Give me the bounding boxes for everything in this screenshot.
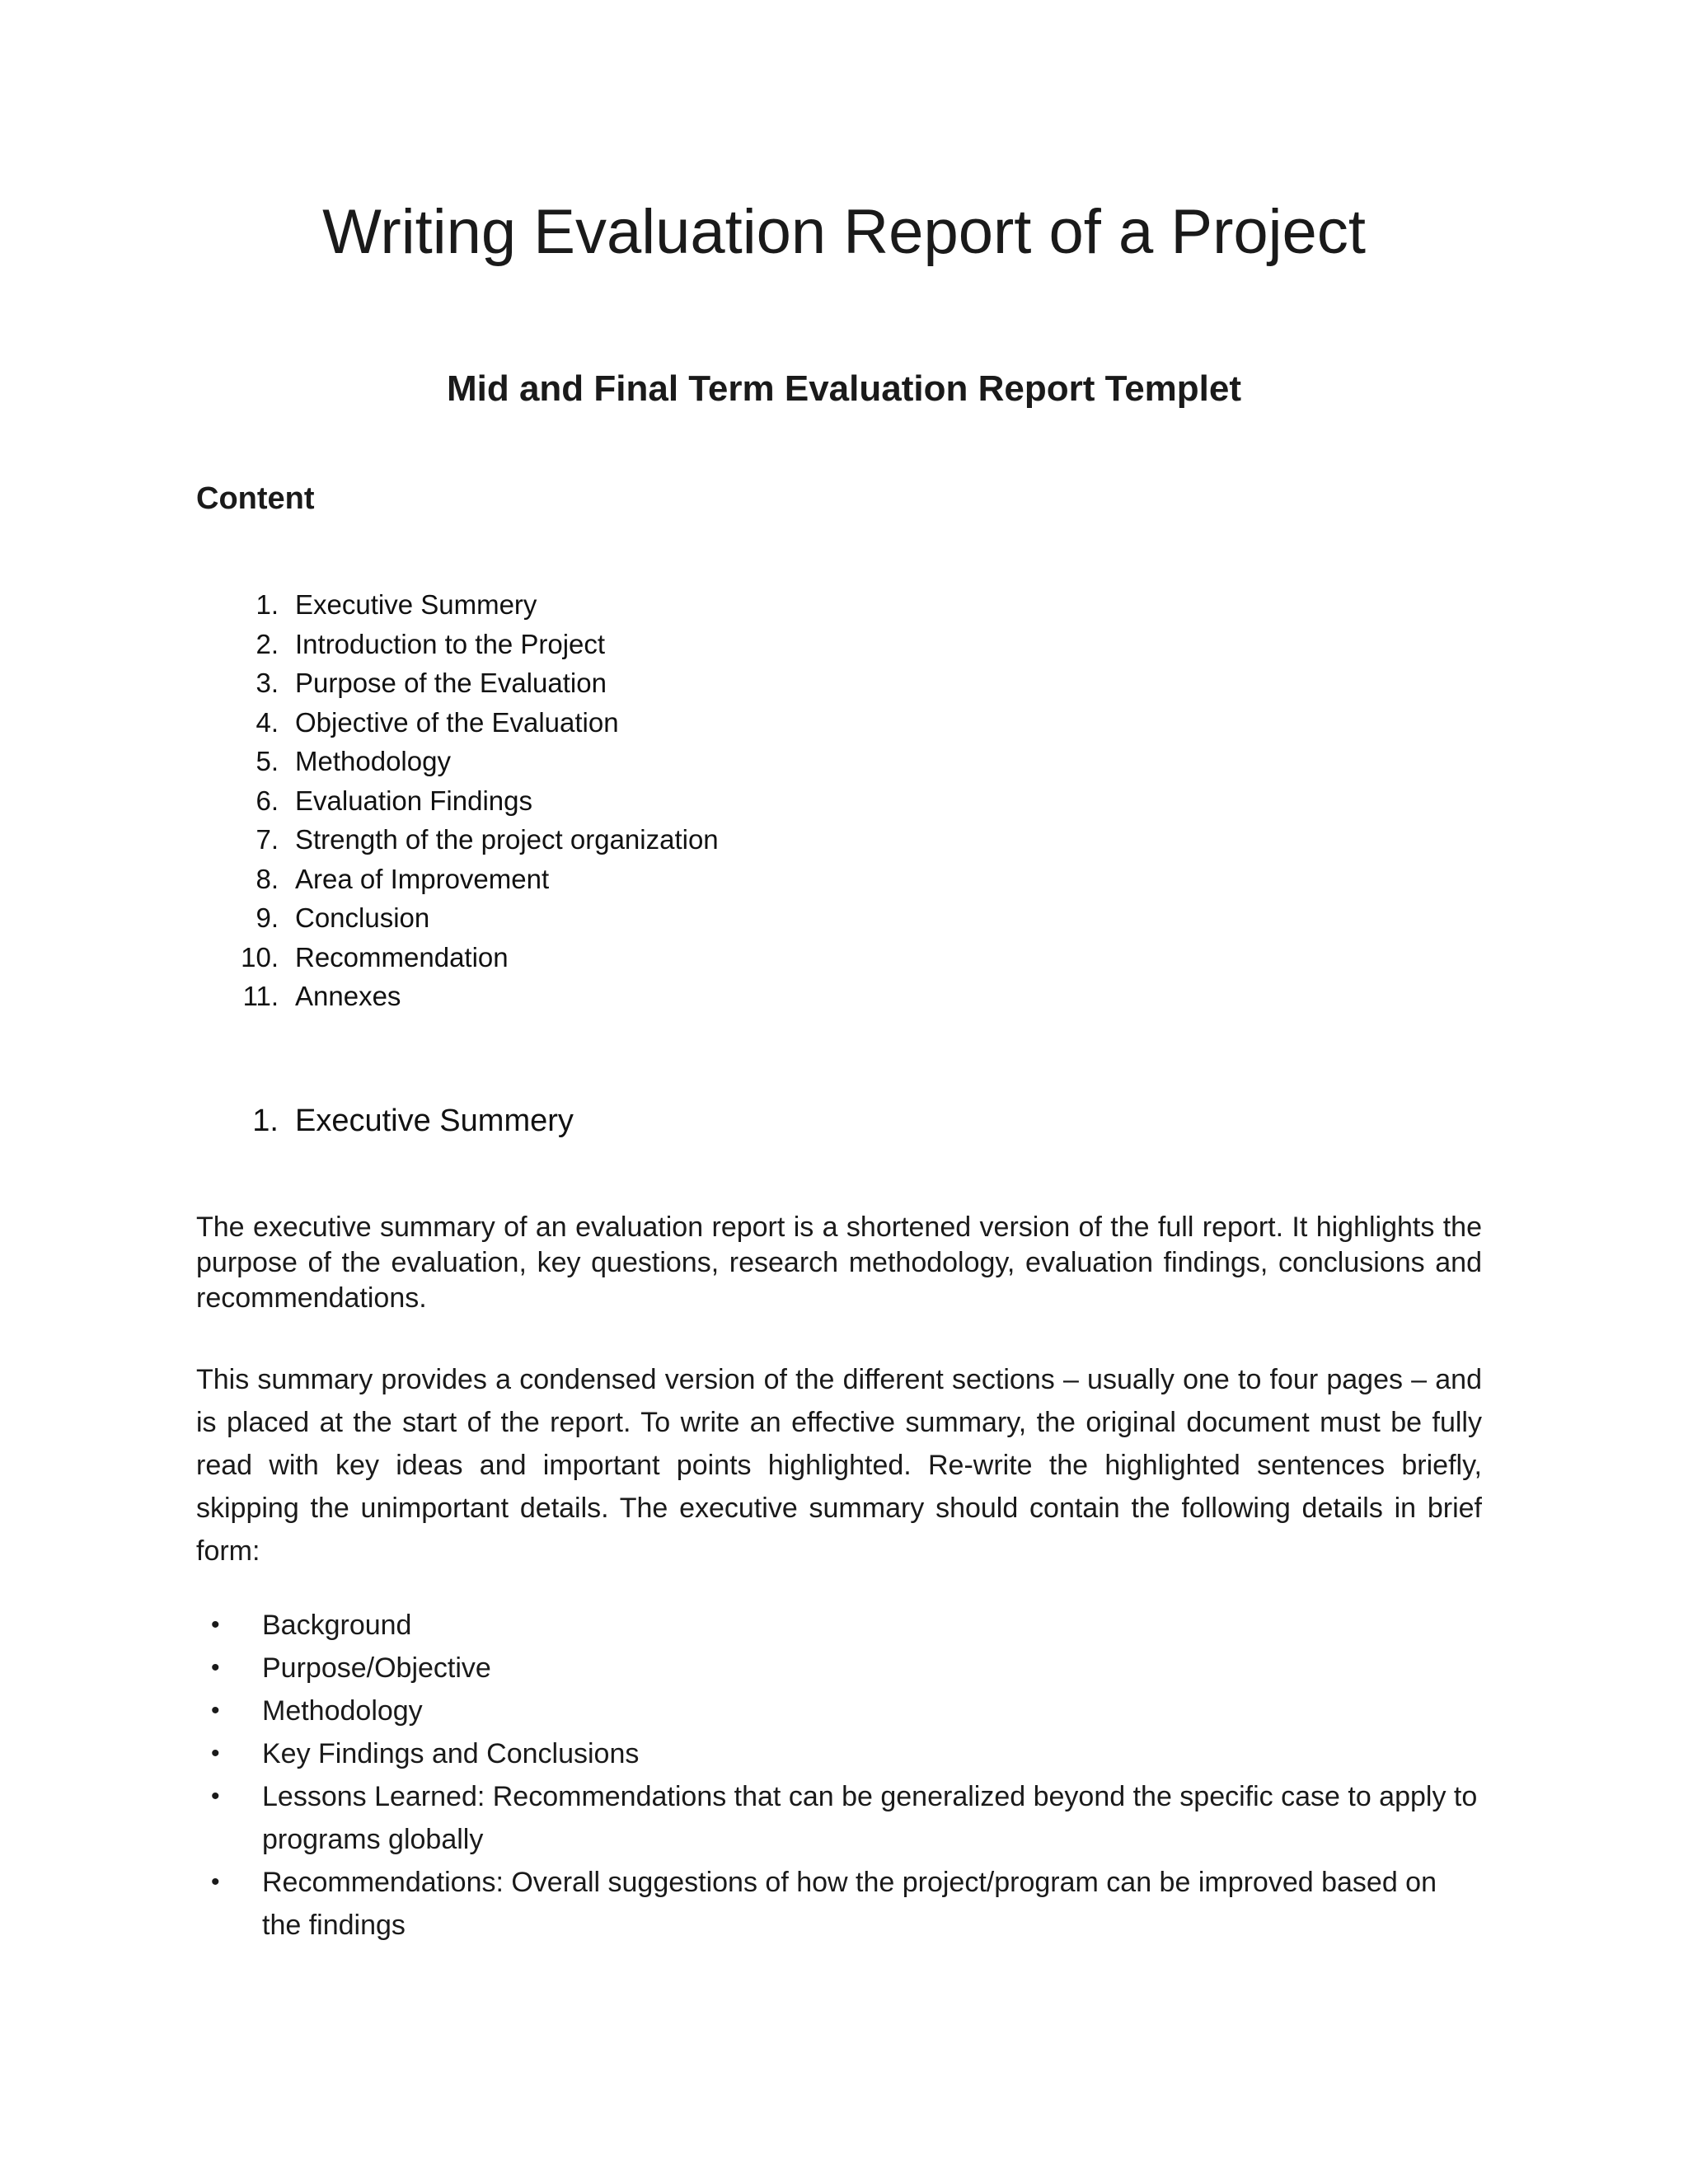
- toc-item: [196, 977, 719, 1016]
- toc-item: [196, 663, 719, 703]
- section-title: Executive Summery: [295, 1104, 574, 1138]
- toc-item-number: 2.: [256, 628, 279, 659]
- toc-item: [196, 898, 719, 938]
- list-item-text: Lessons Learned: Recommendations that can be generalized beyond the specific case to apply to programs globally: [262, 1781, 1478, 1855]
- bullet-icon: •: [211, 1654, 220, 1681]
- toc-item-label: Annexes: [295, 981, 401, 1011]
- toc-item-label: Objective of the Evaluation: [295, 706, 619, 738]
- list-item-text: Background: [262, 1610, 412, 1641]
- toc-item-number: 8.: [256, 863, 279, 894]
- bullet-icon: •: [211, 1697, 220, 1724]
- toc-item: [196, 938, 719, 977]
- list-item-text: Purpose/Objective: [262, 1652, 491, 1684]
- bullet-icon: •: [211, 1868, 220, 1896]
- toc-item-number: 10.: [241, 941, 279, 972]
- bullet-icon: •: [211, 1611, 220, 1638]
- toc-item-number: 3.: [256, 668, 279, 698]
- toc-item-label: Introduction to the Project: [295, 628, 606, 659]
- list-item: [196, 1647, 1482, 1690]
- toc-item: [196, 585, 719, 625]
- bullet-icon: •: [211, 1783, 220, 1810]
- toc-item-label: Conclusion: [295, 902, 430, 933]
- paragraph-intro: The executive summary of an evaluation report is a shortened version of the full report. It highlights the purpose of the evaluation, key questions, research methodology, evaluation findings, conclusions and recommendations.: [196, 1212, 1482, 1314]
- paragraph-details: This summary provides a condensed version of the different sections – usually one to four pages – and is placed at the start of the report. To write an effective summary, the original document must be fully read with key ideas and important points highlighted. Re-write the highlighted sentences briefly, skipping the unimportant details. The executive summary should contain the following details in brief form:: [196, 1364, 1482, 1567]
- section-number: 1.: [252, 1104, 279, 1138]
- toc-item-label: Strength of the project organization: [295, 824, 719, 855]
- toc-item: [196, 703, 719, 743]
- toc-item-label: Methodology: [295, 746, 451, 776]
- list-item: [196, 1775, 1482, 1861]
- toc-item: [196, 820, 719, 860]
- toc-item-number: 9.: [256, 902, 279, 933]
- toc-item-number: 5.: [256, 746, 279, 776]
- toc-item-number: 11.: [242, 981, 279, 1011]
- section-heading-executive-summery: [196, 1103, 574, 1141]
- bullet-icon: •: [211, 1740, 220, 1767]
- page-subtitle: Mid and Final Term Evaluation Report Templet: [446, 368, 1242, 409]
- toc-item-number: 4.: [256, 706, 279, 738]
- toc-item-label: Evaluation Findings: [295, 785, 533, 816]
- toc-item-number: 1.: [256, 589, 279, 620]
- toc-item: [196, 742, 719, 781]
- toc-item-label: Area of Improvement: [295, 863, 550, 894]
- list-item: [196, 1732, 1482, 1775]
- list-item: [196, 1861, 1482, 1947]
- toc-item: [196, 781, 719, 821]
- toc-item: [196, 625, 719, 664]
- summary-contents-list: [196, 1604, 1482, 1947]
- list-item: [196, 1604, 1482, 1647]
- content-heading: Content: [196, 481, 315, 516]
- toc-item-label: Purpose of the Evaluation: [295, 668, 607, 698]
- list-item: [196, 1690, 1482, 1732]
- list-item-text: Key Findings and Conclusions: [262, 1738, 640, 1769]
- toc-item-number: 7.: [256, 824, 279, 855]
- page-title: Writing Evaluation Report of a Project: [322, 197, 1366, 267]
- toc-item-label: Recommendation: [295, 941, 509, 972]
- toc-item-label: Executive Summery: [295, 589, 537, 620]
- toc-item-number: 6.: [256, 785, 279, 816]
- table-of-contents: [196, 585, 719, 1016]
- list-item-text: Methodology: [262, 1695, 423, 1727]
- toc-item: [196, 860, 719, 899]
- list-item-text: Recommendations: Overall suggestions of how the project/program can be improved based on the findings: [262, 1867, 1437, 1941]
